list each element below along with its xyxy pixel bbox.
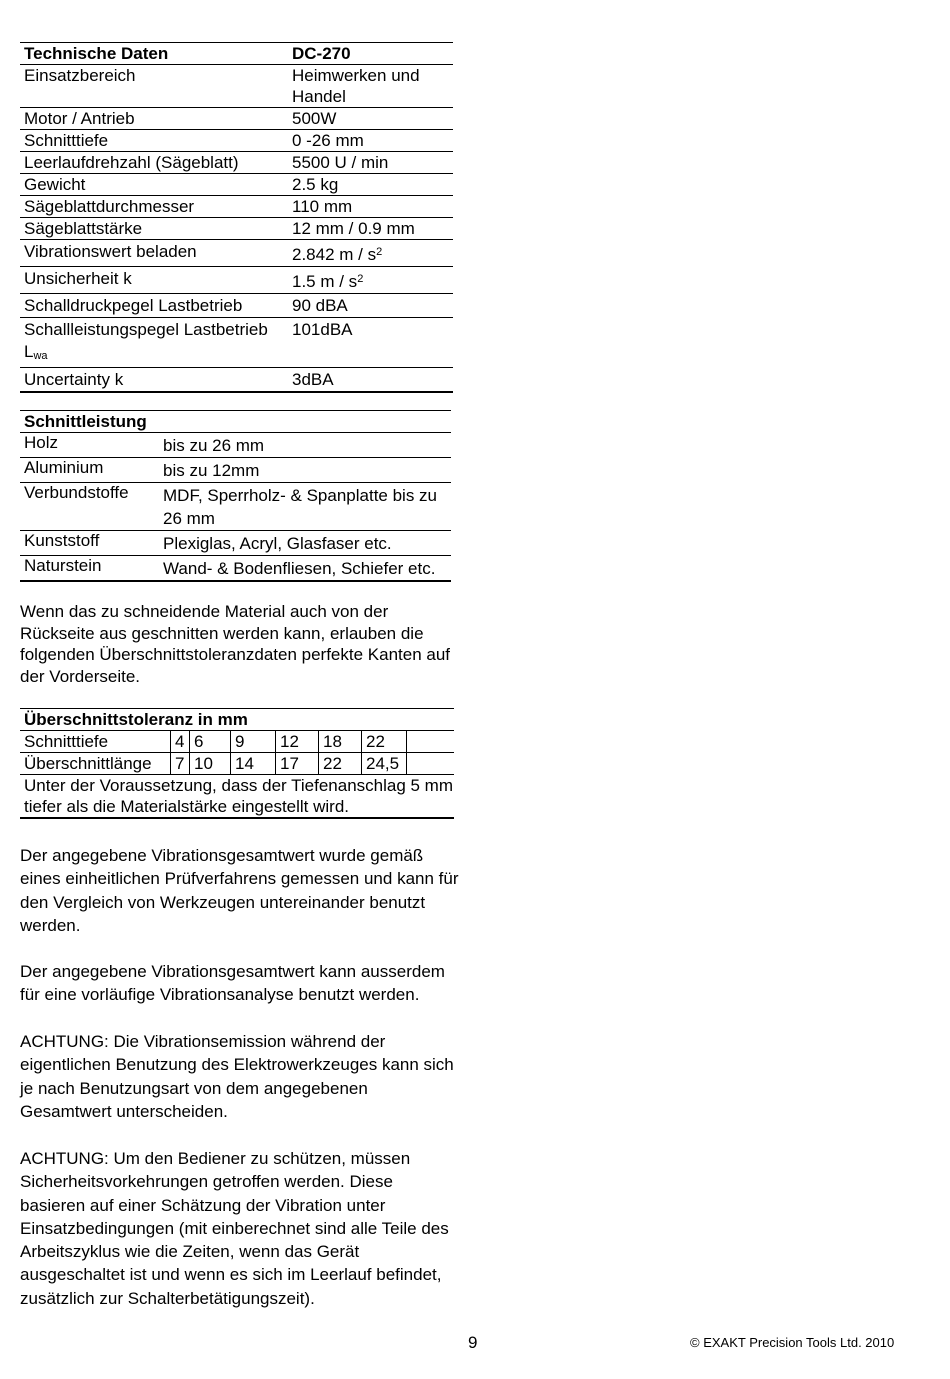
row-value: 110 mm <box>288 196 453 218</box>
header-label: Technische Daten <box>20 43 288 65</box>
note-cell: Unter der Voraussetzung, dass der Tiefenanschlag 5 mm tiefer als die Materialstärke eingestellt wird. <box>20 775 454 819</box>
row-label: Gewicht <box>20 174 288 196</box>
table-row <box>20 318 453 368</box>
row-label: Verbundstoffe <box>20 483 159 531</box>
cell: 4 <box>171 731 190 753</box>
paragraph: Der angegebene Vibrationsgesamtwert wurde gemäß eines einheitlichen Prüfverfahrens gemessen und kann für den Vergleich von Werkzeugen untereinander benutzt werden. <box>20 846 459 935</box>
row-value: Plexiglas, Acryl, Glasfaser etc. <box>159 531 451 556</box>
table-row <box>20 174 453 196</box>
table-row <box>20 483 451 531</box>
row-value: 0 -26 mm <box>288 130 453 152</box>
technical-data-table <box>20 42 453 393</box>
copyright-notice: © EXAKT Precision Tools Ltd. 2010 <box>690 1335 895 1350</box>
cell: 6 <box>190 731 231 753</box>
row-label: Vibrationswert beladen <box>20 240 288 267</box>
header-label: Schnittleistung <box>20 411 451 433</box>
cell: 18 <box>319 731 362 753</box>
cell <box>407 753 455 775</box>
row-value: 101dBA <box>288 318 453 368</box>
table-header-row <box>20 411 451 433</box>
row-label: Sägeblattstärke <box>20 218 288 240</box>
table-row <box>20 731 454 753</box>
row-value: 2.842 m / s <box>292 245 377 264</box>
cell: 24,5 <box>362 753 407 775</box>
row-label: Schnitttiefe <box>20 731 171 753</box>
table-row <box>20 531 451 556</box>
row-value: bis zu 26 mm <box>159 433 451 458</box>
cell: 14 <box>231 753 276 775</box>
header-model: DC-270 <box>288 43 453 65</box>
table-row <box>20 368 453 393</box>
table-row <box>20 152 453 174</box>
table-row <box>20 240 453 267</box>
row-label: Überschnittlänge <box>20 753 171 775</box>
row-label: Naturstein <box>20 556 159 582</box>
row-value: 1.5 m / s <box>292 272 358 291</box>
row-value: Wand- & Bodenfliesen, Schiefer etc. <box>159 556 451 582</box>
row-value-cell <box>288 267 453 294</box>
row-label: Holz <box>20 433 159 458</box>
row-label: Einsatzbereich <box>20 65 288 108</box>
row-label: Aluminium <box>20 458 159 483</box>
row-value: bis zu 12mm <box>159 458 451 483</box>
paragraph: Der angegebene Vibrationsgesamtwert kann ausserdem für eine vorläufige Vibrationsanalyse benutzt werden. <box>20 962 445 1005</box>
row-value: MDF, Sperrholz- & Spanplatte bis zu 26 mm <box>159 483 451 531</box>
row-label: Schalldruckpegel Lastbetrieb <box>20 294 288 318</box>
table-header-row <box>20 43 453 65</box>
header-label: Überschnittstoleranz in mm <box>20 709 454 731</box>
row-value: 90 dBA <box>288 294 453 318</box>
cell: 22 <box>362 731 407 753</box>
page-number: 9 <box>468 1333 478 1352</box>
cell: 22 <box>319 753 362 775</box>
intro-paragraph: Wenn das zu schneidende Material auch von der Rückseite aus geschnitten werden kann, erlauben die folgenden Überschnittstoleranzdaten perfekte Kanten auf der Vorderseite. <box>20 602 451 686</box>
table-row <box>20 65 453 108</box>
row-value: 12 mm / 0.9 mm <box>288 218 453 240</box>
cell: 10 <box>190 753 231 775</box>
superscript: 2 <box>376 246 383 258</box>
row-value: 5500 U / min <box>288 152 453 174</box>
row-label-cell <box>20 318 288 368</box>
table-header-row <box>20 709 454 731</box>
table-row <box>20 775 454 819</box>
row-value: 3dBA <box>288 368 453 393</box>
row-value: Heimwerken und Handel <box>288 65 453 108</box>
cutting-capacity-table <box>20 410 451 582</box>
row-label: Motor / Antrieb <box>20 108 288 130</box>
row-value-cell <box>288 240 453 267</box>
cell: 17 <box>276 753 319 775</box>
row-label: Unsicherheit k <box>20 267 288 294</box>
table-row <box>20 556 451 582</box>
row-value: 2.5 kg <box>288 174 453 196</box>
row-label: Leerlaufdrehzahl (Sägeblatt) <box>20 152 288 174</box>
row-label: Schnitttiefe <box>20 130 288 152</box>
table-row <box>20 218 453 240</box>
table-row <box>20 196 453 218</box>
cell: 9 <box>231 731 276 753</box>
table-row <box>20 433 451 458</box>
overcut-tolerance-table <box>20 708 454 819</box>
row-label: Sägeblattdurchmesser <box>20 196 288 218</box>
subscript: wa <box>33 350 48 362</box>
table-row <box>20 267 453 294</box>
table-row <box>20 294 453 318</box>
superscript: 2 <box>357 273 364 285</box>
table-row <box>20 108 453 130</box>
cell <box>407 731 455 753</box>
row-label: Kunststoff <box>20 531 159 556</box>
cell: 7 <box>171 753 190 775</box>
paragraph: ACHTUNG: Die Vibrationsemission während der eigentlichen Benutzung des Elektrowerkzeuges kann sich je nach Benutzungsart von dem angegebenen Gesamtwert unterscheiden. <box>20 1032 454 1121</box>
table-row <box>20 458 451 483</box>
row-value: 500W <box>288 108 453 130</box>
cell: 12 <box>276 731 319 753</box>
row-label: Schallleistungspegel Lastbetrieb L <box>24 320 268 361</box>
row-label: Uncertainty k <box>20 368 288 393</box>
table-row <box>20 130 453 152</box>
table-row <box>20 753 454 775</box>
paragraph: ACHTUNG: Um den Bediener zu schützen, müssen Sicherheitsvorkehrungen getroffen werden. Diese basieren auf einer Schätzung der Vibration unter Einsatzbedingungen (mit einberechnet sind alle Teile des Arbeitszyklus wie die Zeiten, wenn das Gerät ausgeschaltet ist und wenn es sich im Leerlauf befindet, zusätzlich zur Schalterbetätigungszeit). <box>20 1149 449 1308</box>
